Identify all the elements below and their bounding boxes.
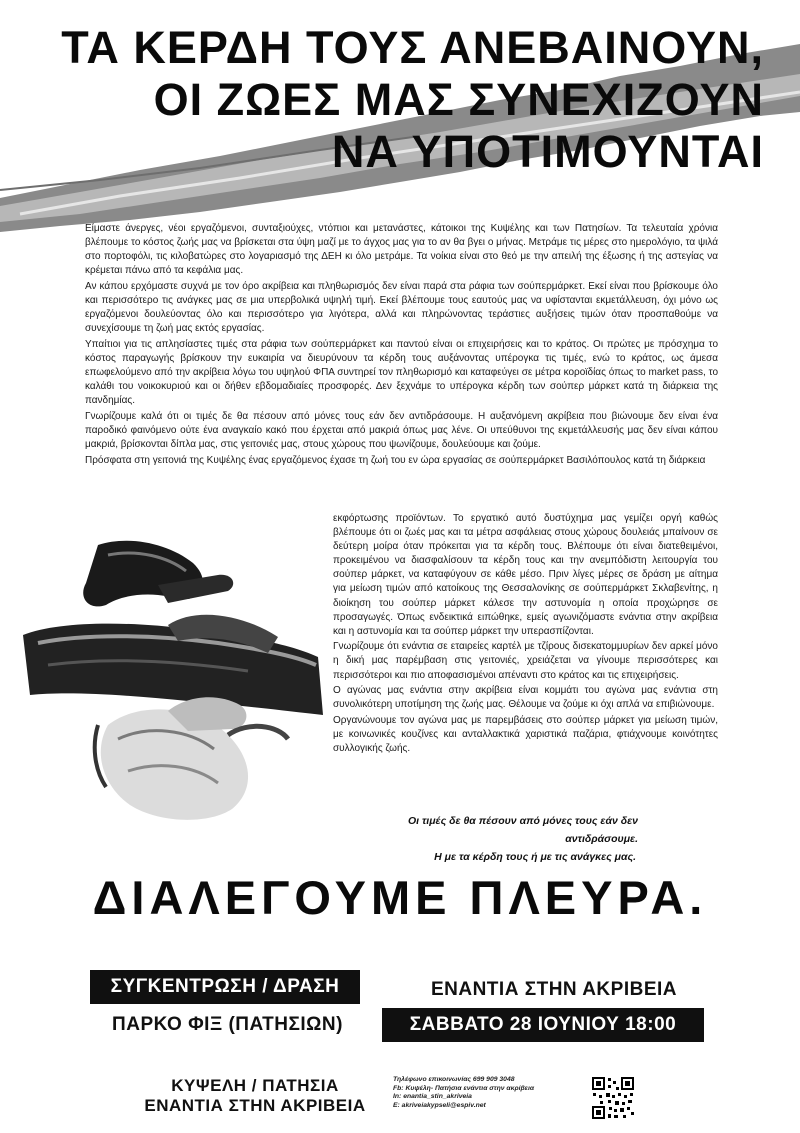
paragraph: Γνωρίζουμε ότι ενάντια σε εταιρείες καρτέλ με τζίρους δισεκατομμυρίων δεν αρκεί μόνο η δική μας παρέμβαση στις γειτονιές, χρειάζεται να γίνουμε περισσότερες και περισσότεροι και πιο αποφασισμένοι απέναντι στο κράτος και τις επιχειρήσεις.: [333, 641, 718, 681]
slogan: [333, 812, 718, 866]
event-type-label: ΣΥΓΚΕΝΤΡΩΣΗ / ΔΡΑΣΗ: [90, 970, 360, 1004]
contact-phone: Τηλέφωνο επικοινωνίας 699 909 3048: [393, 1076, 515, 1083]
paragraph: Γνωρίζουμε καλά ότι οι τιμές δε θα πέσουν από μόνες τους εάν δεν αντιδράσουμε. Η αυξανόμενη ακρίβεια που βιώνουμε δεν είναι ένα παροδικό φαινόμενο ούτε ένα αναγκαίο κακό που έρχεται από μακριά όπως μας λένε. Οι υπεύθυνοι της εκμετάλλευσής μας δεν είναι κάπου μακριά, βρίσκονται δίπλα μας, στις γειτονιές μας, στους χώρους που ψωνίζουμε, δουλεύουμε και ζούμε.: [85, 410, 718, 450]
headline-line-1: ΤΑ ΚΕΡΔΗ ΤΟΥΣ ΑΝΕΒΑΙΝΟΥΝ,: [61, 22, 764, 73]
body-text-top: [85, 222, 718, 469]
paragraph: Οργανώνουμε τον αγώνα μας με παρεμβάσεις στο σούπερ μάρκετ για μείωση τιμών, με κοινωνικές κουζίνες και ανταλλακτικά χαριστικά παζάρια, φτιάχνουμε κοινότητες συλλογικής ζωής.: [333, 714, 718, 754]
choose-side-title: ΔΙΑΛΕΓΟΥΜΕ ΠΛΕΥΡΑ.: [92, 871, 708, 924]
headline: [44, 22, 764, 178]
organizer-line-2: ΕΝΑΝΤΙΑ ΣΤΗΝ ΑΚΡΙΒΕΙΑ: [144, 1096, 366, 1115]
organizer-line-1: ΚΥΨΕΛΗ / ΠΑΤΗΣΙΑ: [171, 1076, 339, 1095]
paragraph: Είμαστε άνεργες, νέοι εργαζόμενοι, συνταξιούχες, ντόπιοι και μετανάστες, κάτοικοι της Κυψέλης και των Πατησίων. Τα τελευταία χρόνια βλέπουμε το κόστος ζωής μας να βρίσκεται στα ύψη μαζί με το άγχος μας για το αν θα βγει ο μήνας. Μετράμε τις μέρες στο ημερολόγιο, τα ψιλά στο πορτοφόλι, τις κιλοβατώρες στο λογαριασμό της ΔΕΗ κι όλο μετράμε. Τα νοίκια είναι στο θεό με την απειλή της έξωσης ή της αστεγίας να κρέμεται πάνω από τα κεφάλια μας.: [85, 223, 718, 277]
headline-line-2: ΟΙ ΖΩΕΣ ΜΑΣ ΣΥΝΕΧΙΖΟΥΝ: [153, 74, 764, 125]
body-text-right: [333, 512, 718, 758]
headline-line-3: ΝΑ ΥΠΟΤΙΜΟΥΝΤΑΙ: [331, 126, 764, 177]
paragraph: Υπαίτιοι για τις απλησίαστες τιμές στα ράφια των σούπερμάρκετ και παντού είναι οι επιχειρήσεις και το κράτος. Οι πρώτες με πρόσχημα το κόστος παραγωγής βρίσκουν την ευκαιρία να διευρύνουν τα κέρδη τους αυξάνοντας υπέρογκα τις τιμές, ενώ το κράτος, ως άμεσα επωφελούμενο από την ακρίβεια λόγω του υψηλού ΦΠΑ συντηρεί τον πληθωρισμό και καταφεύγει σε μέτρα κοροϊδίας όπως το market pass, το καλάθι του νοικοκυριού και οι δήθεν εβδομαδιαίες προσφορές. Δεν ξεχνάμε το υπέρογκα κέρδη των σούπερ μάρκετ κατά τη διάρκεια της πανδημίας.: [85, 338, 718, 407]
paragraph: Πρόσφατα στη γειτονιά της Κυψέλης ένας εργαζόμενος έχασε τη ζωή του εν ώρα εργασίας σε σούπερμάρκετ Βασιλόπουλος κατά τη διάρκεια: [85, 454, 706, 466]
event-date-time: ΣΑΒΒΑΤΟ 28 ΙΟΥΝΙΟΥ 18:00: [382, 1008, 704, 1042]
contact-facebook: Fb: Κυψέλη- Πατήσια ενάντια στην ακρίβεια: [393, 1084, 535, 1092]
paragraph: Αν κάπου ερχόμαστε συχνά με τον όρο ακρίβεια και πληθωρισμός δεν είναι παρά στα ράφια των σούπερμάρκετ. Εκεί είναι που βρίσκουμε όλο και περισσότερο τις ανάγκες μας σε μια υπερβολικά υψηλή τιμή. Εκεί βλέπουμε τους εαυτούς μας να υφίστανται εκμετάλλευση, όχι μόνο ως εργαζόμενοι δουλεύοντας όλο και περισσότερο για λιγότερα, αλλά και πληρώνοντας τεράστιες αυξήσεις τιμών όταν προσπαθούμε να συνεχίσουμε τη ζωή μας εκτός εργασίας.: [85, 280, 718, 335]
paragraph: εκφόρτωσης προϊόντων. Το εργατικό αυτό δυστύχημα μας γεμίζει οργή καθώς βλέπουμε ότι οι ζωές μας και τα μέτρα ασφάλειας στους χώρους δουλειάς μπαίνουν σε δεύτερη μοίρα όταν πρόκειται για τα κέρδη τους. Βλέπουμε ότι είναι διατεθειμένοι, προκειμένου να διασφαλίσουν τα κέρδη τους και την ανεμπόδιστη λειτουργία του σούπερ μάρκετ, να καταφύγουν σε κάθε μέσο. Πριν λίγες μέρες σε δράση με αίτημα για μείωση τιμών από κατοίκους της Θεσσαλονίκης σε σούπερμάρκετ Σκλαβενίτης, η διοίκηση του σούπερ μάρκετ κάλεσε την αστυνομία η οποία προχώρησε σε προσαγωγές. Όπως ενδεικτικά ειπώθηκε, εμείς αγωνιζόμαστε ενάντια στην ακρίβεια και η αστυνομία και τα σούπερ μάρκετ την υπερασπίζονται.: [333, 513, 718, 637]
slogan-line-1: Οι τιμές δε θα πέσουν από μόνες τους εάν δεν αντιδράσουμε.: [408, 815, 638, 845]
slogan-line-2: Η με τα κέρδη τους ή με τις ανάγκες μας.: [434, 851, 636, 863]
organizer-name: [135, 1076, 375, 1116]
contact-info: [393, 1076, 583, 1110]
event-location: ΠΑΡΚΟ ΦΙΞ (ΠΑΤΗΣΙΩΝ): [112, 1014, 343, 1035]
against-high-prices-label: ΕΝΑΝΤΙΑ ΣΤΗΝ ΑΚΡΙΒΕΙΑ: [430, 979, 678, 1000]
empty-wallet-hands-image: [18, 525, 336, 825]
paragraph: Ο αγώνας μας ενάντια στην ακρίβεια είναι κομμάτι του αγώνα μας ενάντια στη συνολικότερη υποτίμηση της ζωής μας. Θέλουμε να ζούμε κι όχι απλά να επιβιώνουμε.: [333, 685, 718, 711]
qr-code-icon: [590, 1075, 636, 1121]
contact-email: E: akriveiakypseli@espiv.net: [393, 1101, 486, 1109]
contact-instagram: In: enantia_stin_akriveia: [393, 1093, 472, 1101]
